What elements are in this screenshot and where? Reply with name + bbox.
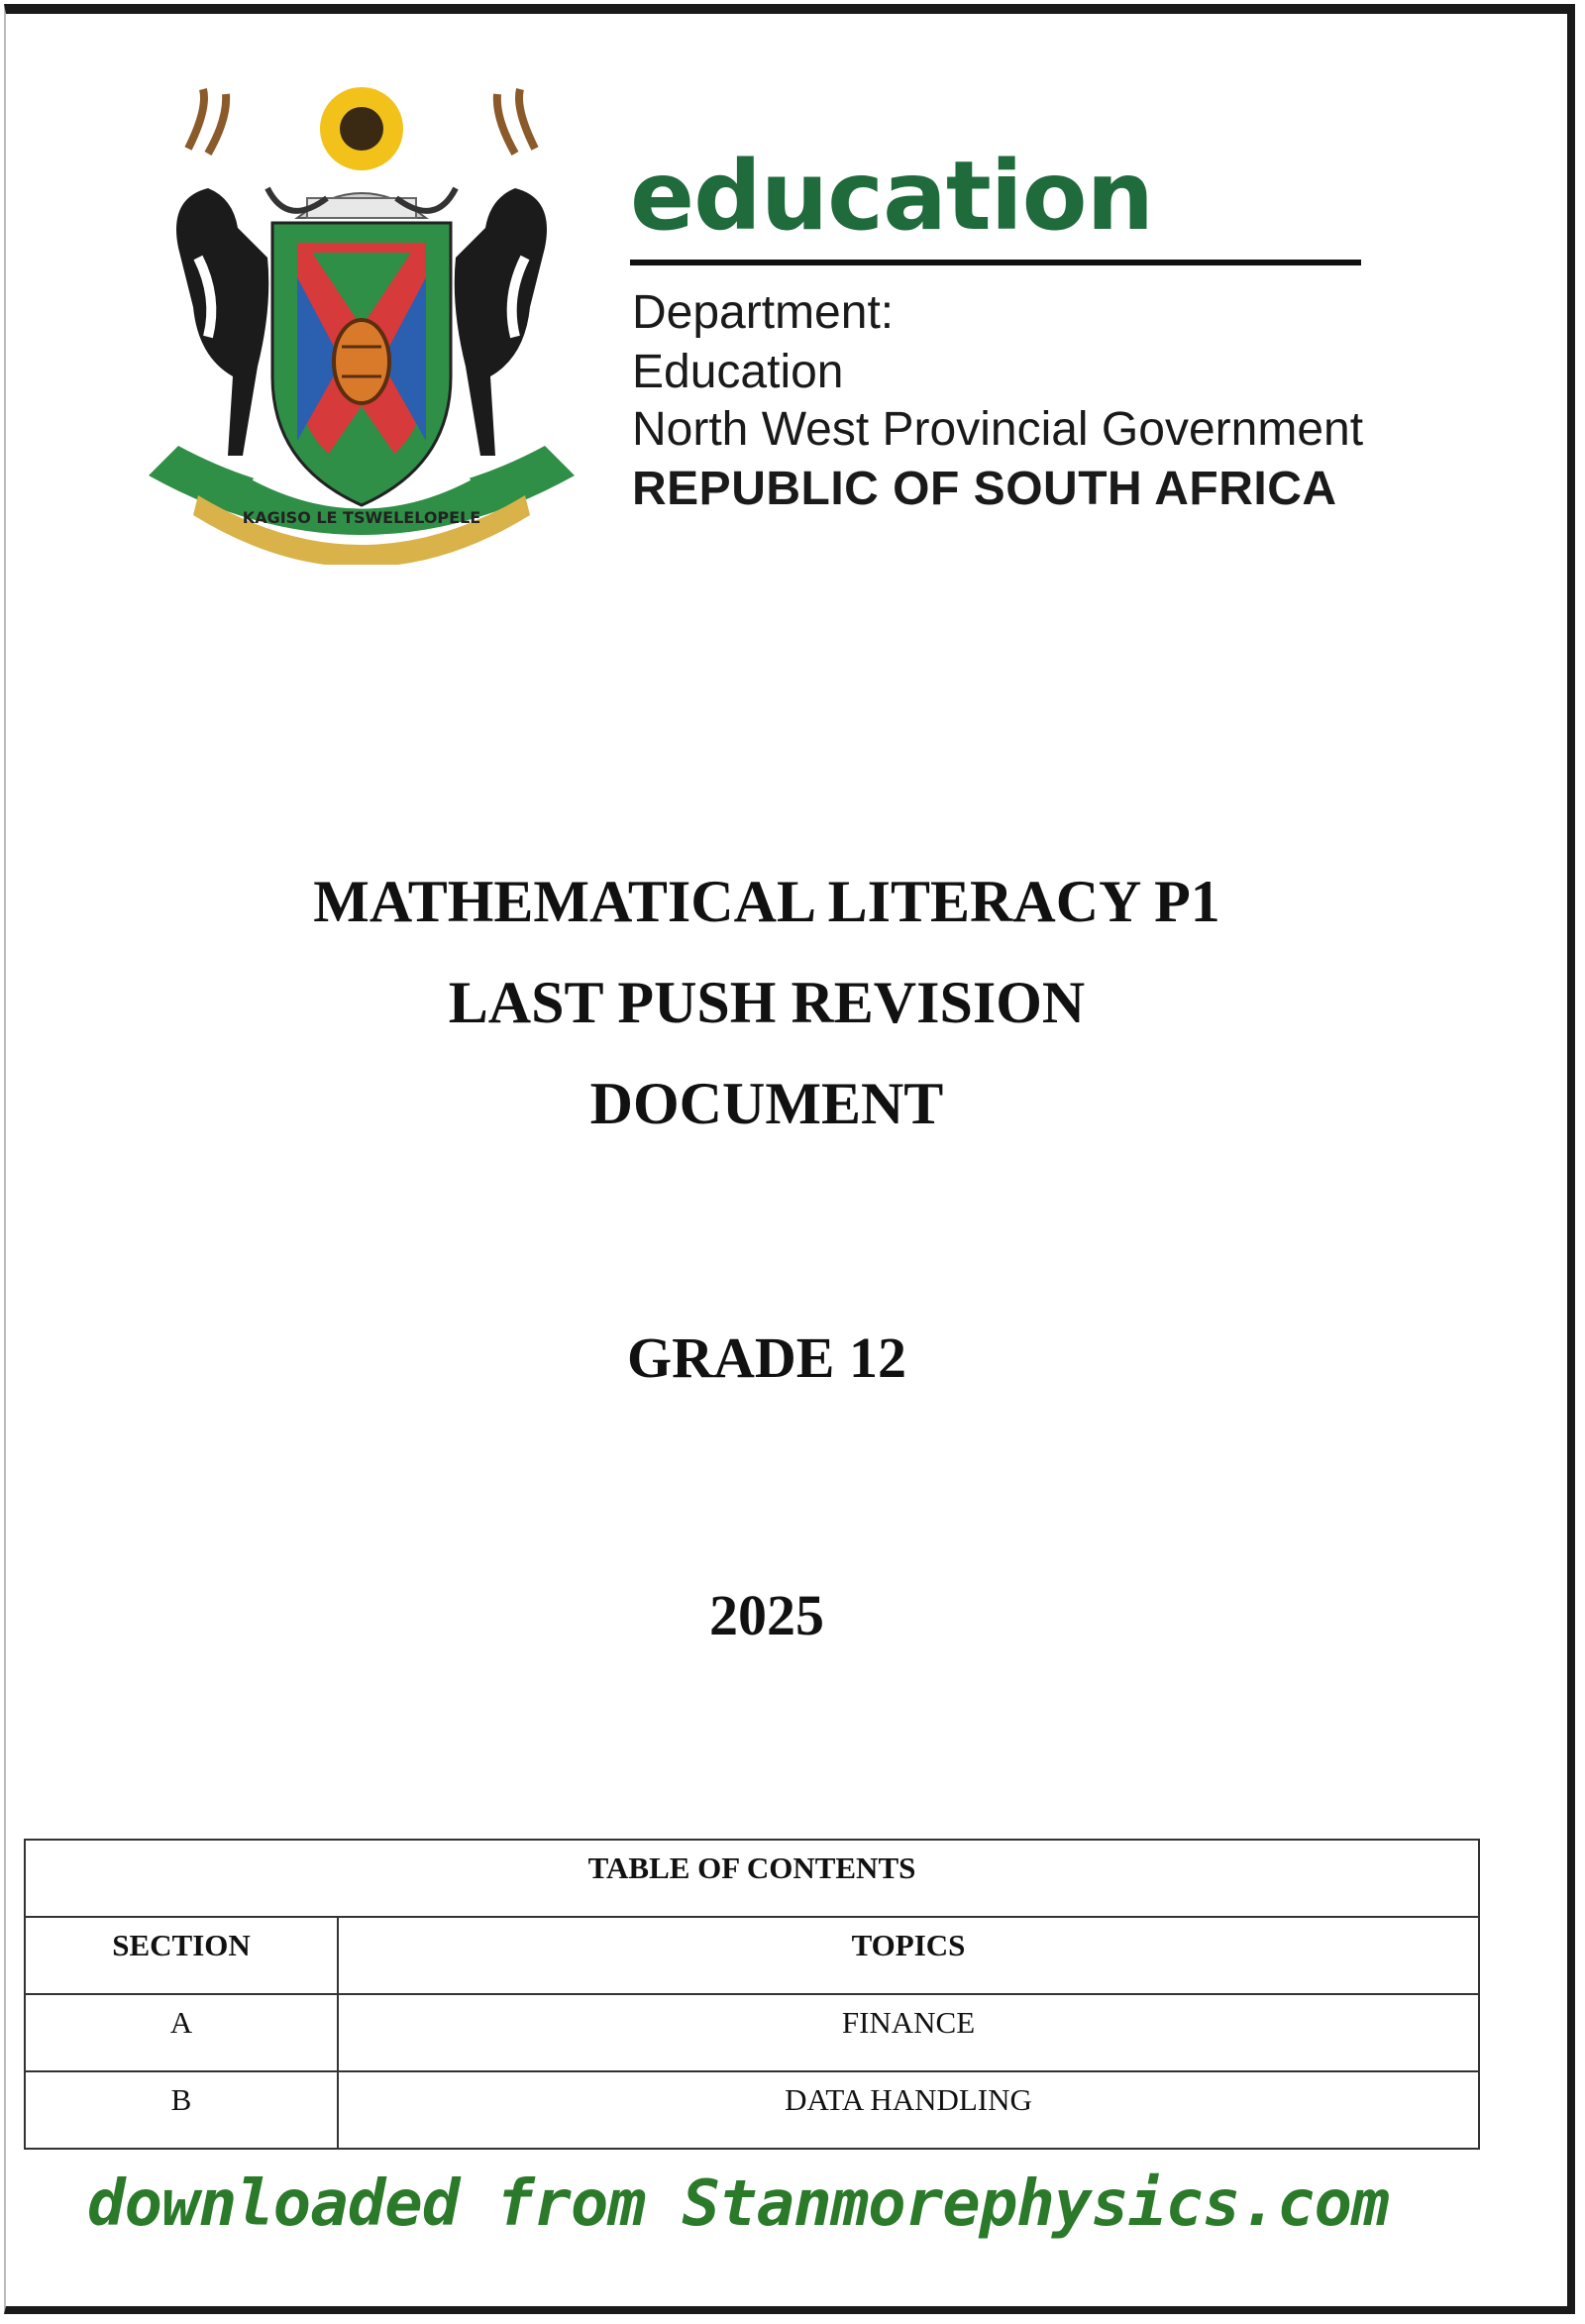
coat-of-arms-logo — [139, 79, 584, 565]
grade-label: GRADE 12 — [627, 1325, 906, 1390]
crest-motto: KAGISO LE TSWELELOPELE — [242, 508, 481, 527]
download-watermark: downloaded from Stanmorephysics.com — [87, 2167, 1389, 2241]
toc-row-section: A — [25, 1994, 338, 2071]
toc-header-section: SECTION — [25, 1917, 338, 1994]
document-title-line-2: LAST PUSH REVISION — [448, 970, 1086, 1035]
table-of-contents — [24, 1839, 1480, 2150]
toc-title: TABLE OF CONTENTS — [25, 1840, 1479, 1917]
department-line-1: Department: — [632, 286, 895, 339]
document-title-line-1: MATHEMATICAL LITERACY P1 — [313, 869, 1220, 934]
department-line-3: North West Provincial Government — [632, 403, 1364, 456]
education-logo-word: education — [630, 141, 1153, 252]
toc-row-section: B — [25, 2071, 338, 2149]
toc-header-topics: TOPICS — [338, 1917, 1479, 1994]
toc-row-topic: FINANCE — [338, 1994, 1479, 2071]
toc-row-topic: DATA HANDLING — [338, 2071, 1479, 2149]
table-row — [25, 1994, 1479, 2071]
table-row — [25, 2071, 1479, 2149]
year-label: 2025 — [709, 1583, 824, 1647]
education-underline — [630, 260, 1361, 265]
department-line-4: REPUBLIC OF SOUTH AFRICA — [632, 463, 1337, 515]
department-line-2: Education — [632, 346, 844, 398]
document-title-line-3: DOCUMENT — [589, 1071, 944, 1136]
